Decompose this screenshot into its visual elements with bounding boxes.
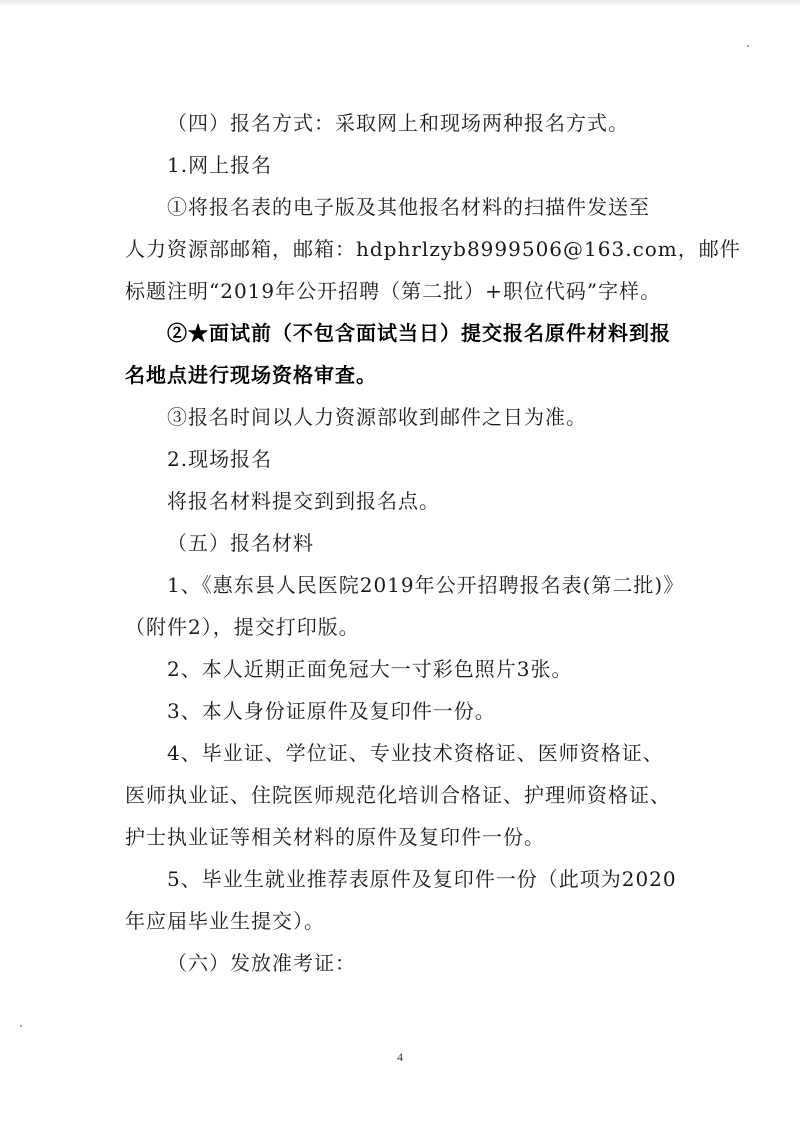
online-step-1-line-3: 标题注明“2019年公开招聘（第二批）+职位代码”字样。 (125, 279, 662, 303)
page-number: 4 (397, 1050, 403, 1064)
onsite-registration-text: 将报名材料提交到到报名点。 (167, 489, 440, 513)
material-2: 2、本人近期正面免冠大一寸彩色照片3张。 (167, 657, 573, 681)
online-step-1-line-1: ①将报名表的电子版及其他报名材料的扫描件发送至 (167, 195, 650, 219)
material-4-line-2: 医师执业证、住院医师规范化培训合格证、护理师资格证、 (125, 783, 671, 807)
material-5-line-2: 年应届毕业生提交）。 (125, 909, 325, 933)
online-step-2-line-1: ②★面试前（不包含面试当日）提交报名原件材料到报 (167, 321, 671, 345)
scan-edge-shadow (0, 0, 800, 8)
online-step-3: ③报名时间以人力资源部收到邮件之日为准。 (167, 405, 587, 429)
scan-speck (747, 45, 749, 47)
material-4-line-1: 4、毕业证、学位证、专业技术资格证、医师资格证、 (167, 741, 664, 765)
online-registration-heading: 1.网上报名 (167, 153, 273, 177)
section-four-heading: （四）报名方式：采取网上和现场两种报名方式。 (167, 111, 629, 135)
material-3: 3、本人身份证原件及复印件一份。 (167, 699, 496, 723)
section-five-heading: （五）报名材料 (167, 531, 314, 555)
document-body (125, 108, 741, 990)
material-5-line-1: 5、毕业生就业推荐表原件及复印件一份（此项为2020 (167, 867, 677, 891)
scan-speck (20, 1025, 22, 1027)
material-1-line-2: （附件2），提交打印版。 (125, 615, 360, 639)
material-4-line-3: 护士执业证等相关材料的原件及复印件一份。 (125, 825, 545, 849)
online-step-2-line-2: 名地点进行现场资格审查。 (125, 363, 377, 387)
onsite-registration-heading: 2.现场报名 (167, 447, 273, 471)
material-1-line-1: 1、《惠东县人民医院2019年公开招聘报名表(第二批)》 (167, 573, 685, 597)
section-six-heading: （六）发放准考证： (167, 951, 356, 975)
online-step-1-line-2: 人力资源部邮箱，邮箱：hdphrlzyb8999506@163.com，邮件 (125, 237, 741, 261)
